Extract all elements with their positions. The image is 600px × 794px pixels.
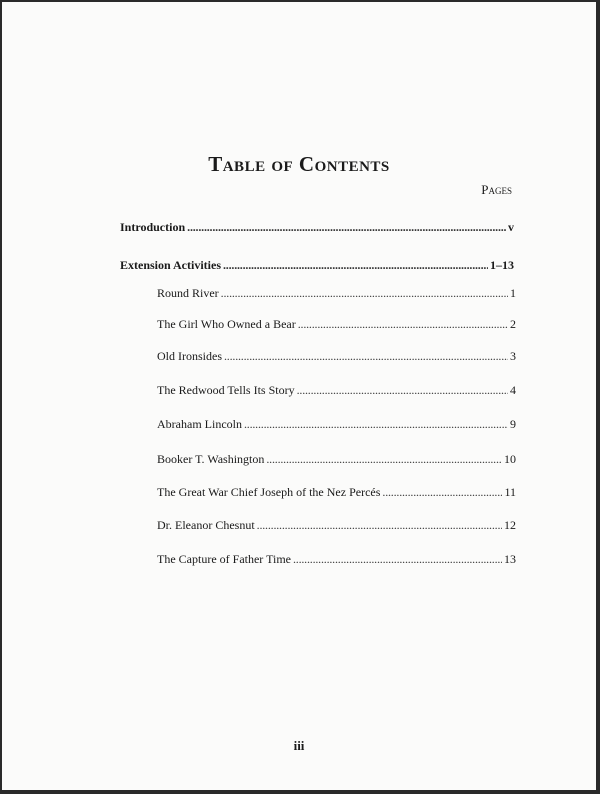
page-title: Table of Contents [208,152,390,176]
toc-subentry-label: The Great War Chief Joseph of the Nez Percés [157,485,381,499]
toc-subentry-label: Old Ironsides [157,349,222,363]
toc-subentry [157,382,516,398]
toc-subentry [157,551,516,567]
toc-subentry [157,484,516,500]
pages-column-label: Pages [481,182,512,197]
dot-leader [187,219,506,235]
toc-entry-label: Introduction [120,220,186,234]
dot-leader [293,551,502,567]
toc-subentry-page: 13 [504,552,516,566]
toc-entry-page: v [508,220,514,234]
toc-subentry [157,517,516,533]
toc-subentry [157,316,516,332]
toc-subentry-label: The Girl Who Owned a Bear [157,317,296,331]
dot-leader [244,416,508,432]
toc-subentry-page: 12 [504,518,516,532]
toc-subentry-page: 10 [504,452,516,466]
page-number: iii [293,738,305,753]
toc-subentry-label: The Capture of Father Time [157,552,291,566]
toc-subentry-page: 2 [510,317,516,331]
toc-subentry-page: 9 [510,417,516,431]
toc-entry-introduction [120,219,514,235]
toc-subentry [157,348,516,364]
toc-subentry-page: 3 [510,349,516,363]
toc-entry-page: 1–13 [490,258,514,272]
dot-leader [382,484,502,500]
toc-subentry-page: 1 [510,286,516,300]
toc-subentry-label: The Redwood Tells Its Story [157,383,295,397]
toc-subentry [157,451,516,467]
toc-entry-extension-activities [120,257,514,273]
toc-subentry-label: Round River [157,286,219,300]
toc-subentry [157,416,516,432]
toc-subentry [157,285,516,301]
dot-leader [223,257,488,273]
toc-entry-label: Extension Activities [120,258,221,272]
toc-subentry-label: Booker T. Washington [157,452,265,466]
dot-leader [298,316,508,332]
toc-subentry-page: 4 [510,383,516,397]
toc-subentry-label: Abraham Lincoln [157,417,242,431]
document-page [2,2,596,790]
dot-leader [297,382,508,398]
dot-leader [221,285,508,301]
dot-leader [257,517,502,533]
dot-leader [266,451,502,467]
toc-subentry-page: 11 [504,485,516,499]
dot-leader [224,348,508,364]
toc-subentry-label: Dr. Eleanor Chesnut [157,518,255,532]
